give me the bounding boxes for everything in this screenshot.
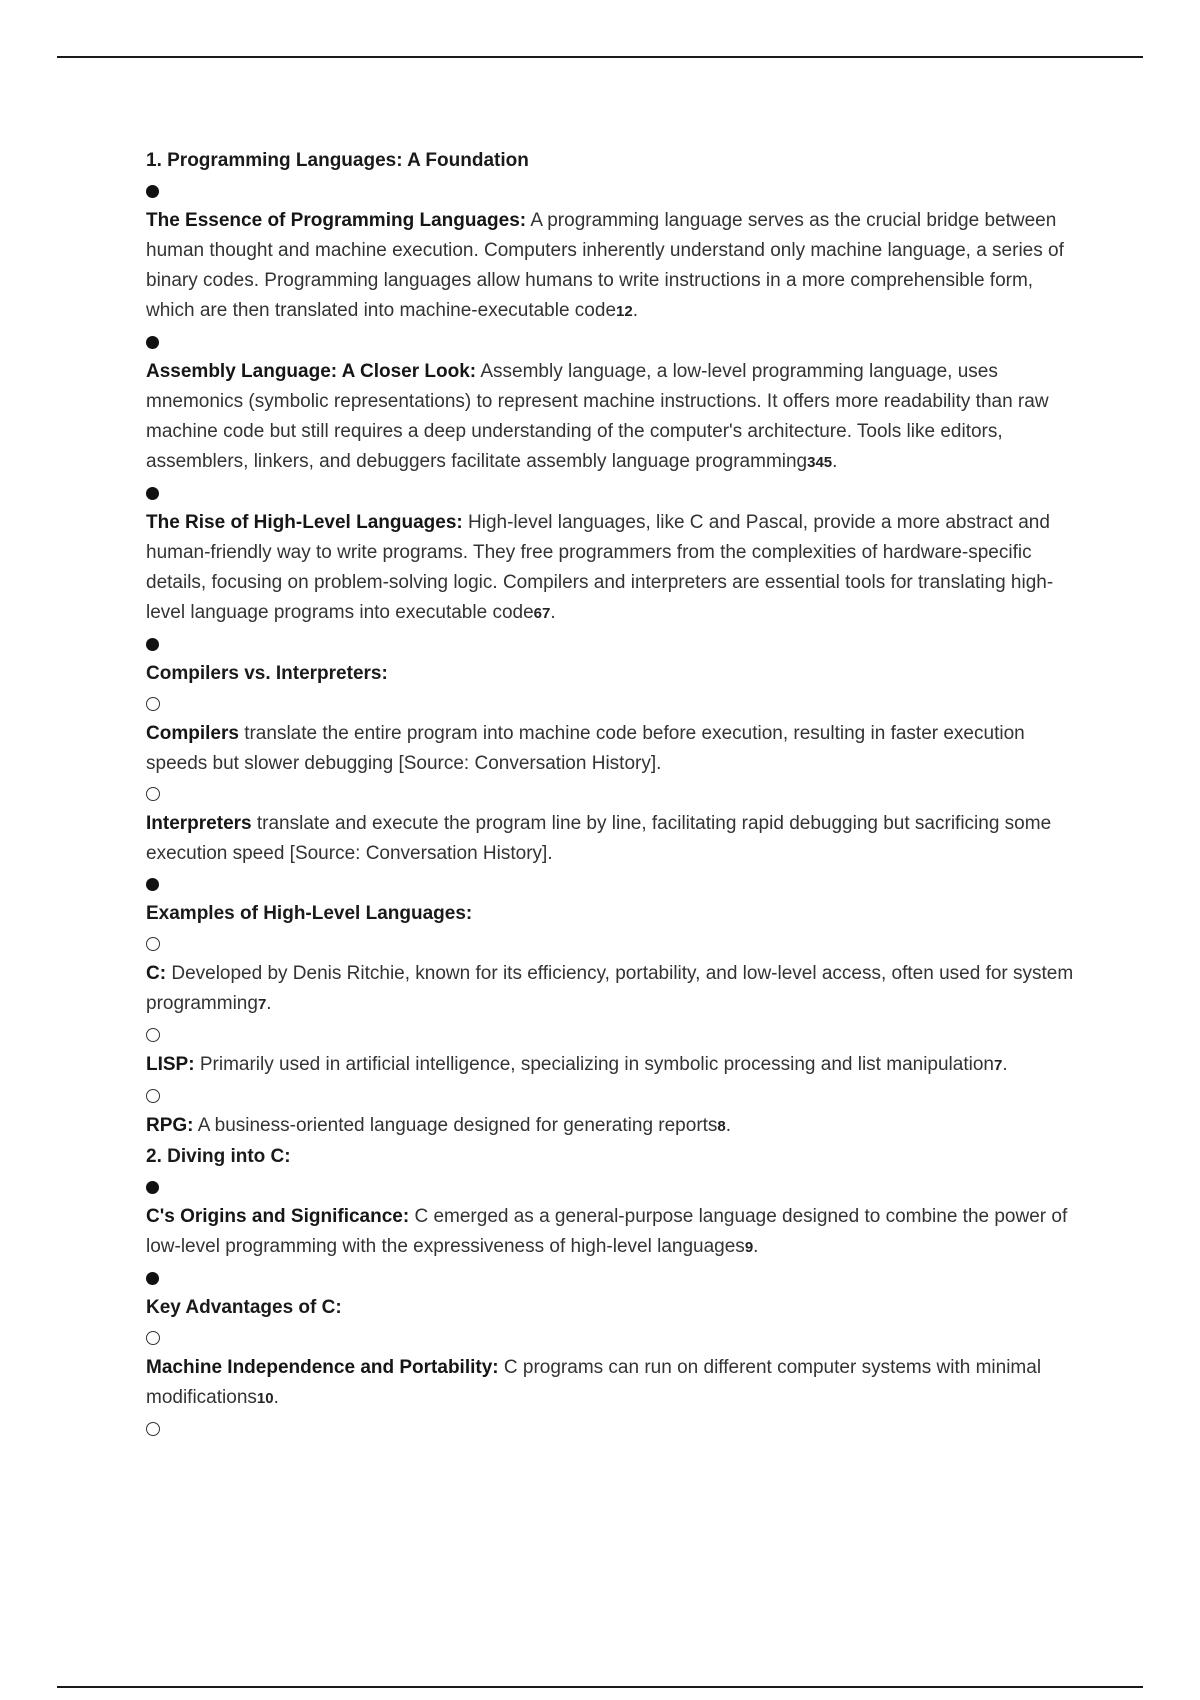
bullet — [146, 1263, 1086, 1293]
c-lead: C: — [146, 963, 167, 984]
citation-ref: 345 — [807, 454, 833, 471]
filled-bullet-icon — [146, 185, 159, 198]
compilers-text: translate the entire program into machine code before execution, resulting in faster execution speeds but slower debugging [Source: Conversation History]. — [146, 723, 1025, 774]
c-text: Developed by Denis Ritchie, known for its efficiency, portability, and low-level access, often used for system programming — [146, 963, 1074, 1014]
compilers-lead: Compilers — [146, 723, 239, 744]
filled-bullet-icon — [146, 1181, 159, 1194]
period: . — [266, 993, 272, 1014]
interpreters-paragraph — [146, 809, 1086, 869]
lisp-lead: LISP: — [146, 1054, 195, 1075]
essence-lead: The Essence of Programming Languages: — [146, 210, 527, 231]
citation-ref: 12 — [616, 303, 633, 320]
origins-paragraph — [146, 1202, 1086, 1263]
bullet — [146, 629, 1086, 659]
period: . — [832, 451, 838, 472]
bullet — [146, 869, 1086, 899]
interpreters-text: translate and execute the program line by line, facilitating rapid debugging but sacrificing some execution speed [Source: Conversation History]. — [146, 813, 1052, 864]
sub-bullet — [146, 779, 1086, 809]
citation-ref: 7 — [257, 996, 267, 1013]
section-2-title: 2. Diving into C: — [146, 1146, 291, 1167]
essence-text: A programming language serves as the crucial bridge between human thought and machine execution. Computers inherently understand only machine language, a series of binary codes. Programming languages allow humans to write instructions in a more comprehensible form, which are then translated into machine-executable code — [146, 210, 1064, 321]
portability-text: C programs can run on different computer systems with minimal modifications — [146, 1357, 1042, 1408]
filled-bullet-icon — [146, 1272, 159, 1285]
examples-heading: Examples of High-Level Languages: — [146, 903, 473, 924]
highlevel-lead: The Rise of High-Level Languages: — [146, 512, 463, 533]
period: . — [273, 1387, 279, 1408]
period: . — [550, 602, 556, 623]
period: . — [725, 1115, 732, 1136]
sub-bullet — [146, 1414, 1086, 1444]
filled-bullet-icon — [146, 336, 159, 349]
hollow-bullet-icon — [146, 1331, 160, 1345]
period: . — [753, 1236, 759, 1257]
hollow-bullet-icon — [146, 937, 160, 951]
rpg-text: A business-oriented language designed for generating reports — [193, 1115, 718, 1136]
filled-bullet-icon — [146, 487, 159, 500]
bullet — [146, 327, 1086, 357]
assembly-paragraph — [146, 357, 1086, 478]
highlevel-text: High-level languages, like C and Pascal, provide a more abstract and human-friendly way to write programs. They free programmers from the complexities of hardware-specific details, focusing on problem-solving logic. Compilers and interpreters are essential tools for translating high-level language programs into executable code — [146, 512, 1054, 623]
citation-ref: 9 — [744, 1239, 754, 1256]
origins-lead: C's Origins and Significance: — [146, 1206, 410, 1227]
compilers-vs-heading: Compilers vs. Interpreters: — [146, 663, 388, 684]
citation-ref: 10 — [256, 1390, 274, 1407]
filled-bullet-icon — [146, 878, 159, 891]
sub-bullet — [146, 1020, 1086, 1050]
lisp-example-paragraph — [146, 1050, 1086, 1081]
assembly-text: Assembly language, a low-level programming language, uses mnemonics (symbolic representations) to represent machine instructions. It offers more readability than raw machine code but still requires a deep understanding of the computer's architecture. Tools like editors, assemblers, linkers, and debuggers facilitate assembly language programming — [146, 361, 1049, 472]
bullet — [146, 1172, 1086, 1202]
lisp-text: Primarily used in artificial intelligence, specializing in symbolic processing and list manipulation — [194, 1054, 994, 1075]
compilers-paragraph — [146, 719, 1086, 779]
citation-ref: 7 — [993, 1057, 1003, 1074]
period: . — [632, 300, 638, 321]
c-example-paragraph — [146, 959, 1086, 1020]
assembly-lead: Assembly Language: A Closer Look: — [146, 361, 477, 382]
portability-paragraph — [146, 1353, 1086, 1414]
document-body — [146, 146, 1086, 1444]
essence-paragraph — [146, 206, 1086, 327]
advantages-heading: Key Advantages of C: — [146, 1297, 342, 1318]
hollow-bullet-icon — [146, 787, 160, 801]
bullet — [146, 176, 1086, 206]
hollow-bullet-icon — [146, 697, 160, 711]
sub-bullet — [146, 929, 1086, 959]
bullet — [146, 478, 1086, 508]
portability-lead: Machine Independence and Portability: — [146, 1357, 499, 1378]
sub-bullet — [146, 689, 1086, 719]
period: . — [1002, 1054, 1008, 1075]
origins-text: C emerged as a general-purpose language designed to combine the power of low-level programming with the expressiveness of high-level languages — [146, 1206, 1068, 1257]
header-rule — [57, 56, 1143, 58]
footer-rule — [57, 1686, 1143, 1688]
citation-ref: 67 — [533, 605, 551, 622]
sub-bullet — [146, 1323, 1086, 1353]
hollow-bullet-icon — [146, 1422, 160, 1436]
hollow-bullet-icon — [146, 1089, 160, 1103]
interpreters-lead: Interpreters — [146, 813, 252, 834]
citation-ref: 8 — [717, 1118, 726, 1135]
rpg-lead: RPG: — [146, 1115, 194, 1136]
hollow-bullet-icon — [146, 1028, 160, 1042]
sub-bullet — [146, 1081, 1086, 1111]
filled-bullet-icon — [146, 638, 159, 651]
highlevel-paragraph — [146, 508, 1086, 629]
rpg-example-paragraph — [146, 1111, 1086, 1142]
section-1-title: 1. Programming Languages: A Foundation — [146, 150, 529, 171]
